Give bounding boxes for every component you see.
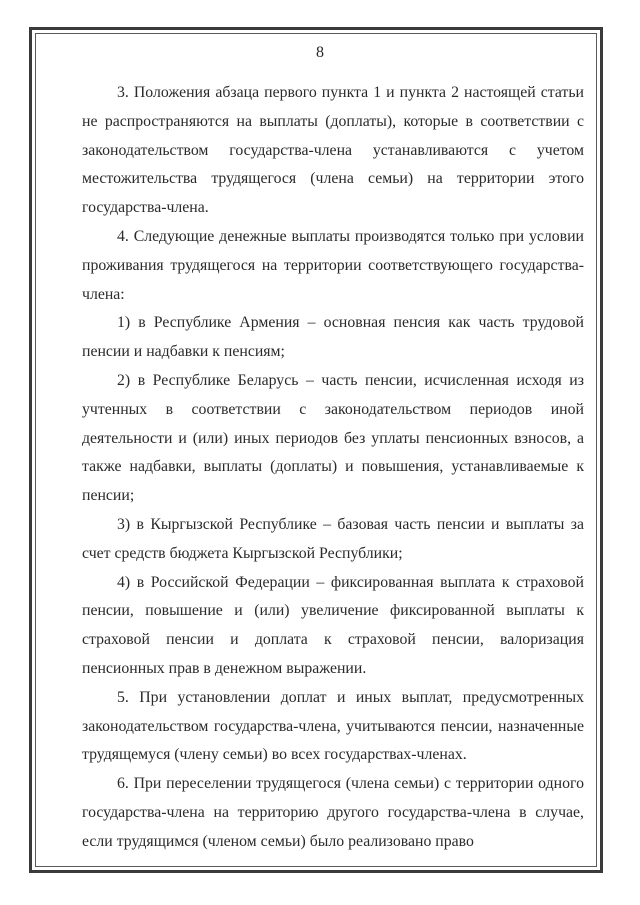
paragraph-6: 6. При переселении трудящегося (члена семьи) с территории одного государства-члена на территорию другого государства-члена в случае, если трудящимся (членом семьи) было реализовано право xyxy=(82,775,584,850)
list-item-kyrgyzstan: 3) в Кыргызской Республике – базовая часть пенсии и выплаты за счет средств бюджета Кыргызской Республики; xyxy=(82,515,584,562)
document-body xyxy=(82,79,584,857)
page-number: 8 xyxy=(316,44,324,61)
list-item-russia: 4) в Российской Федерации – фиксированная выплата к страховой пенсии, повышение и (или) увеличение фиксированной выплаты к страховой пенсии и доплата к страховой пенсии, валоризация пенсионных прав в денежном выражении. xyxy=(82,573,584,677)
list-item-armenia: 1) в Республике Армения – основная пенсия как часть трудовой пенсии и надбавки к пенсиям; xyxy=(82,314,584,361)
list-item-belarus: 2) в Республике Беларусь – часть пенсии, исчисленная исходя из учтенных в соответствии с законодательством периодов иной деятельности и (или) иных периодов без уплаты пенсионных взносов, а также надбавки, выплаты (доплаты) и повышения, устанавливаемые к пенсии; xyxy=(82,371,584,505)
paragraph-4: 4. Следующие денежные выплаты производятся только при условии проживания трудящегося на территории соответствующего государства-члена: xyxy=(82,227,584,303)
paragraph-3: 3. Положения абзаца первого пункта 1 и пункта 2 настоящей статьи не распространяются на выплаты (доплаты), которые в соответствии с законодательством государства-члена устанавливаются с учетом местожительства трудящегося (члена семьи) на территории этого государства-члена. xyxy=(82,84,584,217)
paragraph-5: 5. При установлении доплат и иных выплат, предусмотренных законодательством государства-члена, учитываются пенсии, назначенные трудящемуся (члену семьи) во всех государствах-членах. xyxy=(82,688,584,764)
